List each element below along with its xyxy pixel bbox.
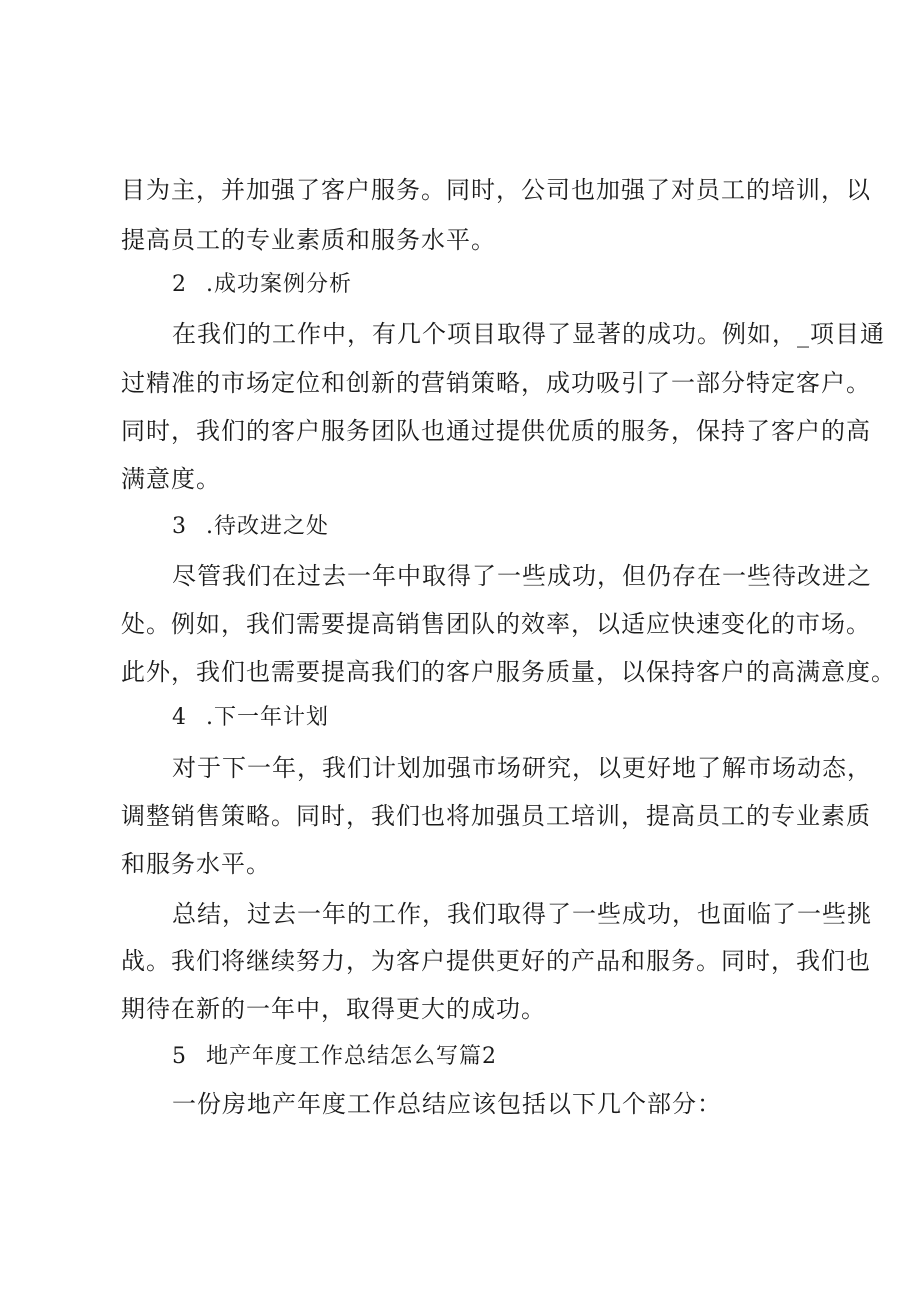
section-3-title: .待改进之处	[206, 514, 329, 539]
section-4-line-1: 对于下一年，我们计划加强市场研究，以更好地了解市场动态，	[172, 754, 872, 782]
section-2-heading	[172, 270, 352, 300]
section-2-title: .成功案例分析	[206, 272, 352, 297]
section-5-heading	[172, 1042, 497, 1072]
section-4-number: 4	[172, 705, 187, 730]
section-2-line-2: 过精准的市场定位和创新的营销策略，成功吸引了一部分特定客户。	[121, 369, 871, 397]
section-4-line-2: 调整销售策略。同时，我们也将加强员工培训，提高员工的专业素质	[121, 802, 871, 830]
section-5-title: 地产年度工作总结怎么写篇2	[206, 1044, 497, 1069]
section-4-title: .下一年计划	[206, 705, 329, 730]
section-3-line-2: 处。例如，我们需要提高销售团队的效率，以适应快速变化的市场。	[121, 610, 871, 638]
section-4-line-3: 和服务水平。	[121, 850, 271, 878]
intro-line-2: 提高员工的专业素质和服务水平。	[121, 226, 496, 254]
section-3-line-3: 此外，我们也需要提高我们的客户服务质量，以保持客户的高满意度。	[121, 658, 896, 686]
closing-line-1: 一份房地产年度工作总结应该包括以下几个部分：	[172, 1090, 722, 1118]
section-2-line-4: 满意度。	[121, 465, 221, 493]
intro-line-1: 目为主，并加强了客户服务。同时，公司也加强了对员工的培训，以	[121, 176, 871, 204]
summary-line-3: 期待在新的一年中，取得更大的成功。	[121, 995, 546, 1023]
section-5-number: 5	[172, 1044, 187, 1069]
section-4-heading	[172, 703, 329, 733]
section-3-line-1: 尽管我们在过去一年中取得了一些成功，但仍存在一些待改进之	[172, 562, 872, 590]
section-3-number: 3	[172, 514, 187, 539]
summary-line-1: 总结，过去一年的工作，我们取得了一些成功，也面临了一些挑	[172, 900, 872, 928]
section-2-number: 2	[172, 272, 187, 297]
section-2-line-1: 在我们的工作中，有几个项目取得了显著的成功。例如，_项目通	[172, 320, 885, 348]
section-2-line-3: 同时，我们的客户服务团队也通过提供优质的服务，保持了客户的高	[121, 417, 871, 445]
summary-line-2: 战。我们将继续努力，为客户提供更好的产品和服务。同时，我们也	[121, 947, 871, 975]
section-3-heading	[172, 512, 329, 542]
